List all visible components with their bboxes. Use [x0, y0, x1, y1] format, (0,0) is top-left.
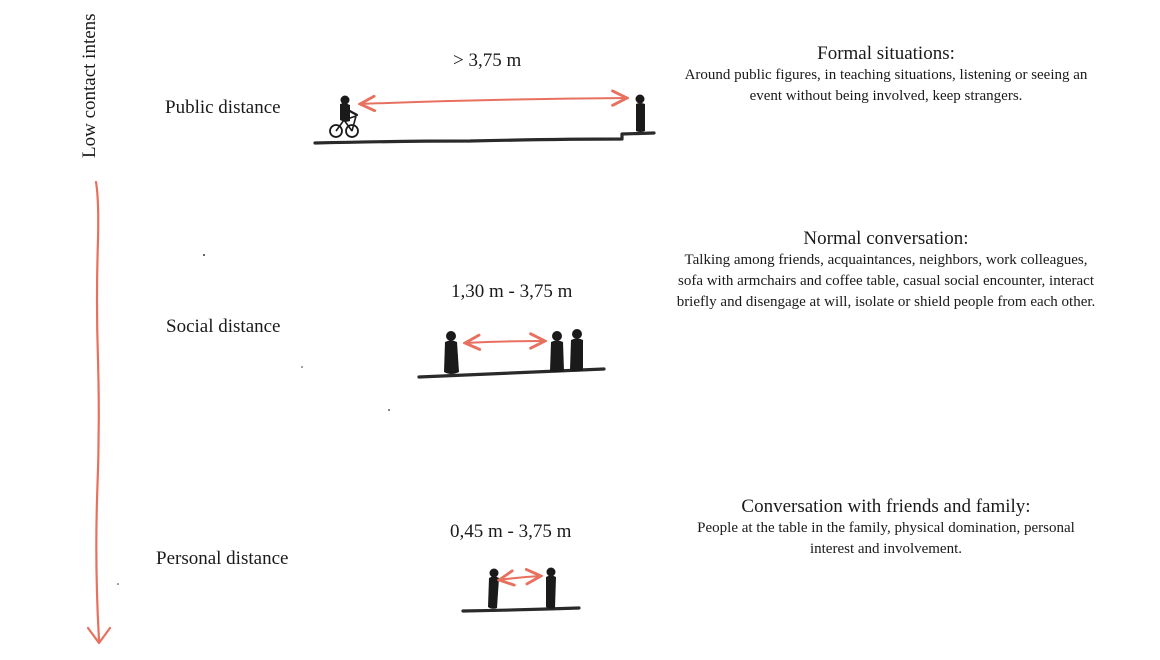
- distance-label-social: 1,30 m - 3,75 m: [451, 281, 573, 302]
- description-title-public: Formal situations:: [817, 43, 955, 64]
- standing-figure-personal-right: [546, 568, 556, 609]
- ground-line: [315, 133, 654, 143]
- axis-label: Low contact intens: [79, 13, 100, 158]
- description-text-personal: People at the table in the family, physical domination, personal interest and involvement.: [697, 520, 1075, 557]
- description-text-social: Talking among friends, acquaintances, neighbors, work colleagues, sofa with armchairs and coffee table, casual social encounter, interact briefly and disengage at will, isolate or shield people from each other.: [676, 252, 1096, 310]
- standing-figure-social-left: [444, 331, 459, 374]
- zone-label-social: Social distance: [166, 316, 281, 337]
- distance-label-public: > 3,75 m: [453, 50, 522, 71]
- standing-figure-personal-left: [488, 569, 499, 609]
- standing-figure-public: [636, 95, 646, 133]
- description-title-personal: Conversation with friends and family:: [741, 496, 1031, 517]
- cyclist-figure: [330, 96, 358, 138]
- ground-line: [463, 608, 579, 611]
- distance-arrow-social: [465, 341, 545, 343]
- distance-arrow-public: [360, 98, 627, 104]
- zone-label-public: Public distance: [165, 97, 281, 118]
- intensity-axis-arrow: [88, 182, 110, 643]
- standing-figure-social-right-1: [550, 331, 564, 373]
- distance-label-personal: 0,45 m - 3,75 m: [450, 521, 572, 542]
- personal-distance-sketch: [463, 568, 579, 612]
- scan-specks: [117, 254, 390, 585]
- distance-arrow-personal: [499, 576, 541, 580]
- public-distance-sketch: [315, 95, 654, 144]
- social-distance-sketch: [419, 329, 604, 377]
- description-text-public: Around public figures, in teaching situations, listening or seeing an event without being involved, keep strangers.: [684, 67, 1088, 104]
- zone-label-personal: Personal distance: [156, 548, 289, 569]
- standing-figure-social-right-2: [570, 329, 583, 372]
- description-title-social: Normal conversation:: [803, 228, 969, 249]
